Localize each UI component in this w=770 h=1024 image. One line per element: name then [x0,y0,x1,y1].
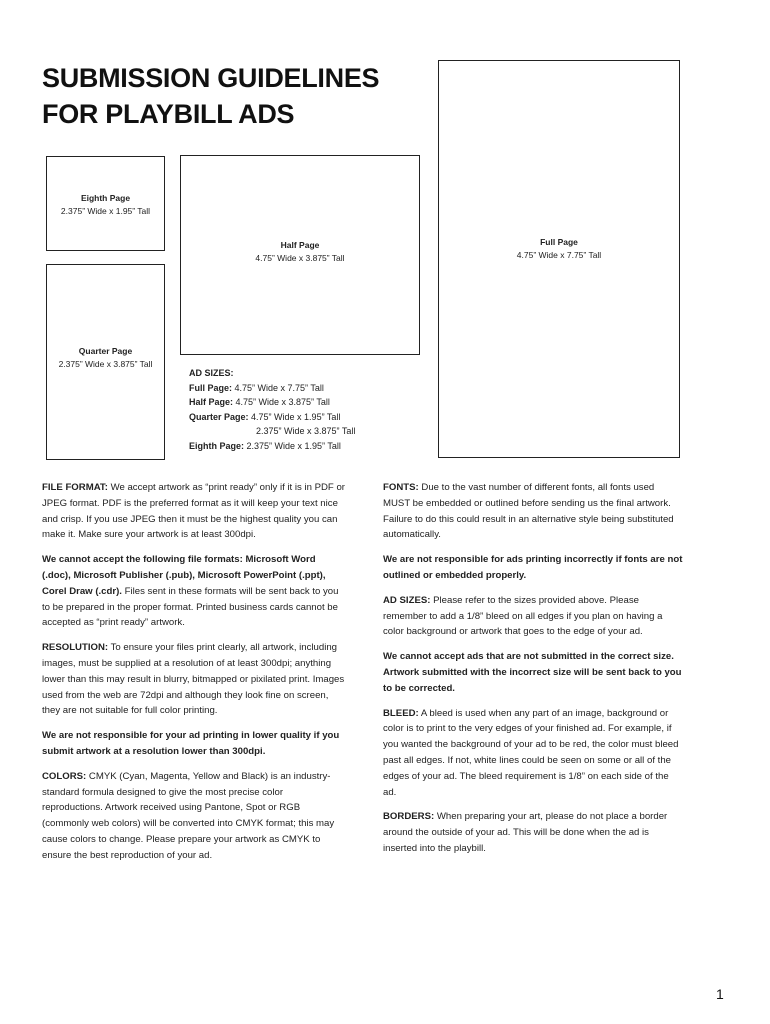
resolution-note [42,728,346,760]
left-column [42,480,346,873]
full-page-name: Full Page [540,237,578,247]
quarter-size-value-alt: 2.375” Wide x 3.875” Tall [256,426,356,436]
fonts-text: Due to the vast number of different fonts, all fonts used MUST be embedded or outlined before sending us the final artwork. Failure to do this could result in an alternative style being substituted automatically. [383,482,674,541]
borders-label: BORDERS: [383,811,435,823]
fonts-note-text: We are not responsible for ads printing incorrectly if fonts are not outlined or embedded properly. [383,554,683,581]
fonts-label: FONTS: [383,482,419,493]
full-size-label: Full Page: [189,382,233,393]
eighth-size-value: 2.375” Wide x 1.95” Tall [244,440,341,451]
file-format-label: FILE FORMAT: [42,482,108,493]
borders-paragraph [383,809,683,856]
fonts-paragraph [383,480,683,543]
ad-sizes-label: AD SIZES: [383,594,431,606]
ad-sizes-text: Please refer to the sizes provided above. Please remember to add a 1/8” bleed on all edges if you plan on having a color background or artwork that goes to the edge of your ad. [383,594,663,638]
resolution-note-text: We are not responsible for your ad printing in lower quality if you submit artwork at a resolution lower than 300dpi. [42,730,340,757]
half-size-label: Half Page: [189,397,234,407]
resolution-paragraph [42,640,346,719]
colors-paragraph [42,769,346,864]
half-page-box [180,155,420,355]
fonts-note [383,552,683,584]
right-column [383,480,683,866]
title-line-1: SUBMISSION GUIDELINES [42,63,380,93]
file-format-text: We accept artwork as “print ready” only if it is in PDF or JPEG format. PDF is the preferred format as it will keep your text nice and crisp. If you use JPEG then it must be the highest quality you can make it. Make sure your artwork is at least 300dpi. [42,482,345,541]
half-size-value: 4.75” Wide x 3.875” Tall [233,397,330,407]
ad-sizes-paragraph [383,593,683,640]
half-page-name: Half Page [280,240,320,250]
cannot-accept-paragraph [42,552,346,631]
page-title [42,60,442,132]
title-line-2: FOR PLAYBILL ADS [42,99,295,129]
eighth-size-label: Eighth Page: [189,440,245,451]
bleed-text: A bleed is used when any part of an image, background or color is to print to the very edges of your finished ad. For example, if you wanted the background of your ad to be red, the color must bleed past all edges. If not, white lines could be seen on some or all of the edges of your ad. The bleed requirement is 1/8” on each side of the ad. [383,707,679,798]
half-page-dims: 4.75” Wide x 3.875” Tall [255,253,345,263]
full-page-box [438,60,680,458]
quarter-page-box [46,264,165,460]
cannot-accept-text: Files sent in these formats will be sent back to you to be prepared in the proper format. Printed business cards cannot be accepted as “print ready” artwork. [42,585,339,629]
bleed-paragraph [383,706,683,801]
borders-text: When preparing your art, please do not place a border around the outside of your ad. This will be done when the ad is inserted into the playbill. [383,811,668,854]
full-size-value: 4.75” Wide x 7.75” Tall [232,382,324,393]
resolution-text: To ensure your files print clearly, all artwork, including images, must be supplied at a resolution of at least 300dpi; anything lower than this may result in blurry, bitmapped or pixilated print. Images used from the web are 72dpi and although they look fine on screen, they are not suitable for full color printing. [42,642,345,717]
ad-sizes-heading: AD SIZES: [189,368,234,378]
full-page-dims: 4.75” Wide x 7.75” Tall [516,250,602,260]
ad-sizes-list [189,366,409,453]
quarter-size-label: Quarter Page: [189,411,249,422]
page-number: 1 [716,986,724,1002]
resolution-label: RESOLUTION: [42,642,109,654]
colors-label: COLORS: [42,770,87,782]
quarter-page-dims: 2.375” Wide x 3.875” Tall [58,359,153,369]
ad-sizes-note-text: We cannot accept ads that are not submitted in the correct size. Artwork submitted with the incorrect size will be sent back to you to be corrected. [383,651,682,694]
bleed-label: BLEED: [383,707,419,719]
cannot-accept-bold: We cannot accept the following file formats: Microsoft Word (.doc), Microsoft Publisher (.pub), Microsoft PowerPoint (.ppt), Corel Draw (.cdr). [42,554,326,597]
quarter-page-name: Quarter Page [78,346,133,356]
eighth-page-box [46,156,165,251]
quarter-size-value: 4.75” Wide x 1.95” Tall [248,411,341,422]
ad-sizes-note [383,649,683,696]
eighth-page-dims: 2.375” Wide x 1.95” Tall [60,206,151,216]
eighth-page-name: Eighth Page [80,193,131,203]
colors-text: CMYK (Cyan, Magenta, Yellow and Black) is an industry-standard formula designed to give the most precise color reproductions. Artwork received using Pantone, Spot or RGB (commonly web colors) will be converted into CMYK format; this may cause colors to change. Please prepare your artwork as CMYK to ensure the best reproduction of your ad. [42,770,335,861]
file-format-paragraph [42,480,346,543]
